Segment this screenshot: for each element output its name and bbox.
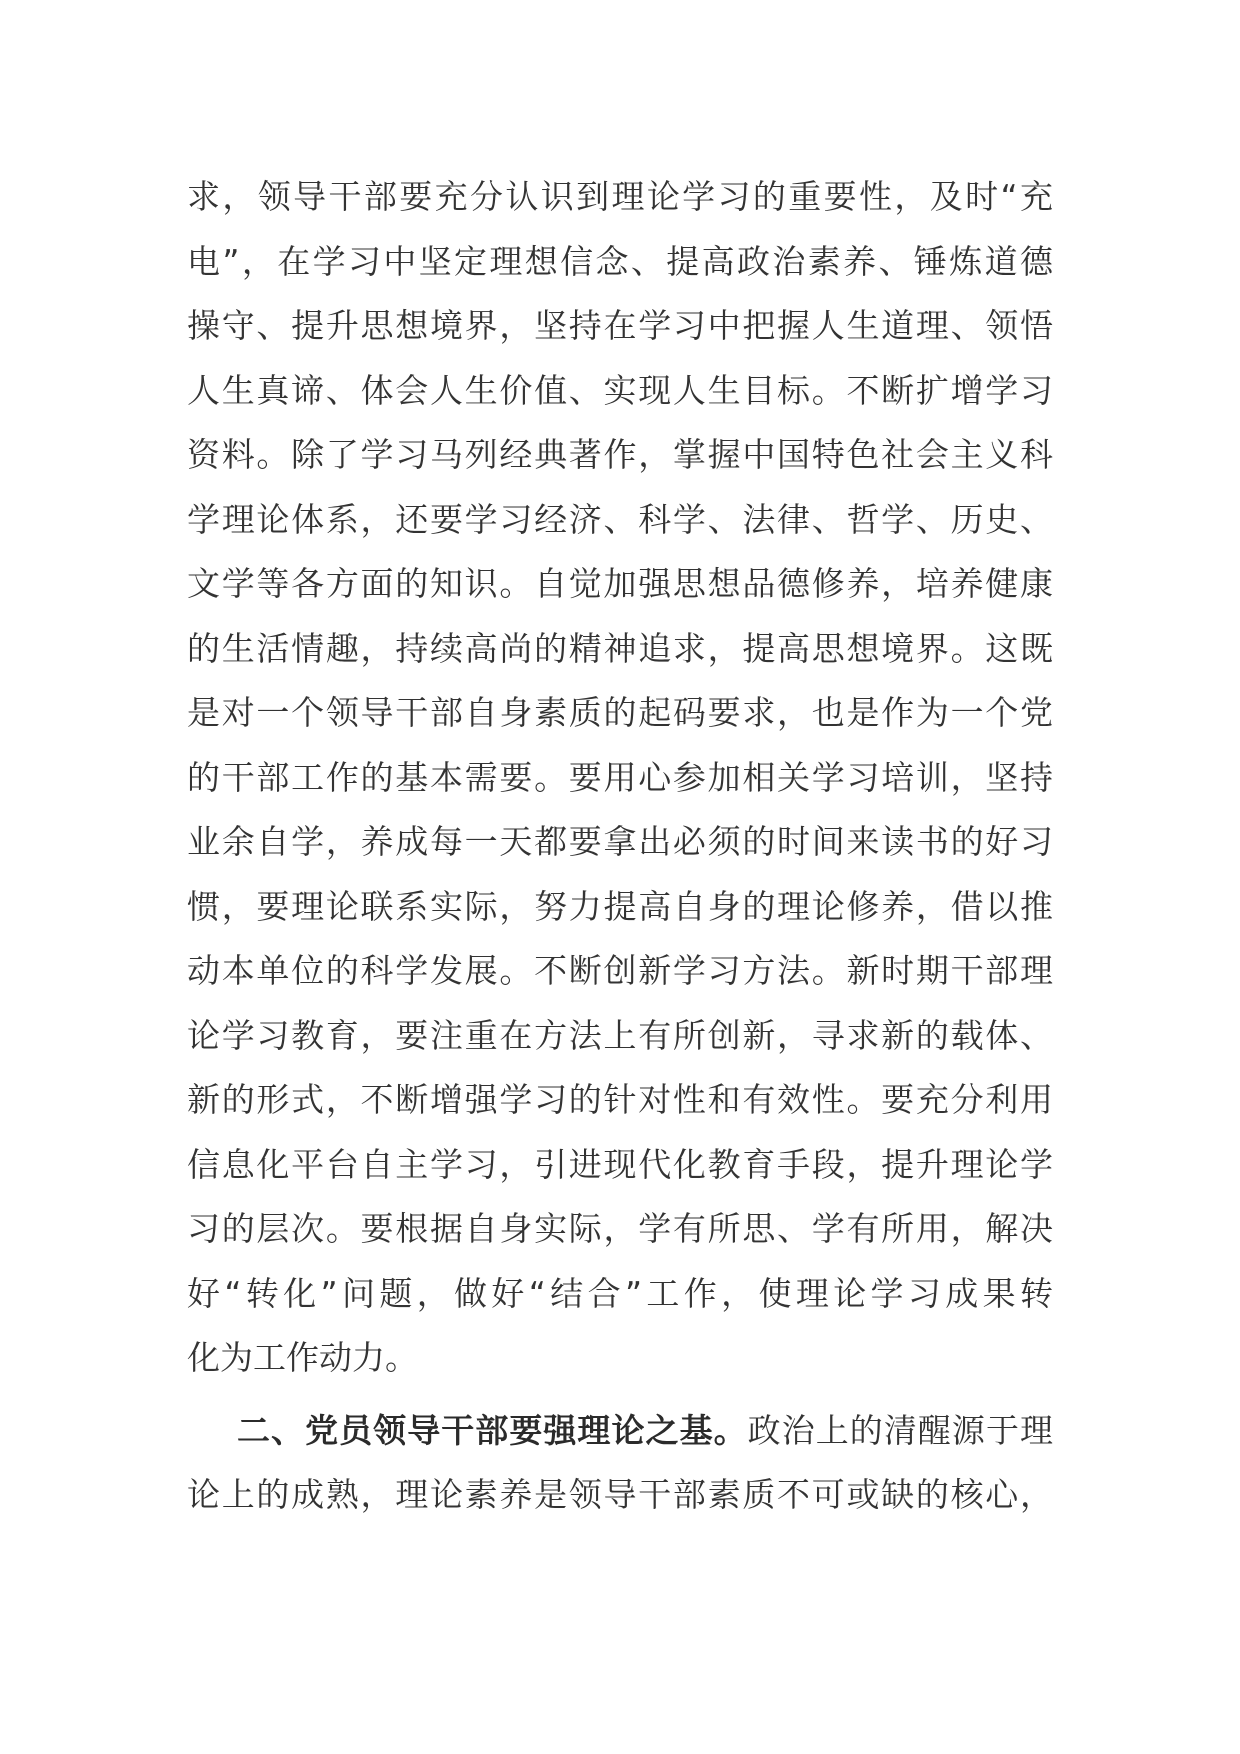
paragraph-line: 动本单位的科学发展。不断创新学习方法。新时期干部理 xyxy=(187,951,1053,990)
paragraph-line: 信息化平台自主学习，引进现代化教育手段，提升理论学 xyxy=(187,1144,1053,1184)
paragraph-line: 业余自学，养成每一天都要拿出必须的时间来读书的好习 xyxy=(187,822,1053,861)
body-text xyxy=(187,165,1053,1528)
paragraph-line: 论学习教育，要注重在方法上有所创新，寻求新的载体、 xyxy=(187,1015,1053,1055)
paragraph-line: 好“转化”问题，做好“结合”工作，使理论学习成果转 xyxy=(187,1273,1053,1313)
paragraph-line: 电”，在学习中坚定理想信念、提高政治素养、锤炼道德 xyxy=(187,241,1053,281)
paragraph-spacer xyxy=(187,1391,1053,1399)
paragraph-line: 的生活情趣，持续高尚的精神追求，提高思想境界。这既 xyxy=(187,628,1053,668)
paragraph-line: 求，领导干部要充分认识到理论学习的重要性，及时“充 xyxy=(187,177,1053,216)
paragraph-line: 惯，要理论联系实际，努力提高自身的理论修养，借以推 xyxy=(187,886,1053,926)
section-heading-line xyxy=(187,1399,1053,1464)
paragraph-line: 资料。除了学习马列经典著作，掌握中国特色社会主义科 xyxy=(187,435,1053,474)
section-heading: 二、党员领导干部要强理论之基。 xyxy=(237,1410,748,1450)
paragraph-line: 文学等各方面的知识。自觉加强思想品德修养，培养健康 xyxy=(187,564,1053,603)
paragraph-line: 的干部工作的基本需要。要用心参加相关学习培训，坚持 xyxy=(187,757,1053,797)
paragraph-line: 学理论体系，还要学习经济、科学、法律、哲学、历史、 xyxy=(187,499,1053,539)
section-heading-continuation: 政治上的清醒源于理 xyxy=(747,1410,1054,1450)
paragraph-line: 论上的成熟，理论素养是领导干部素质不可或缺的核心， xyxy=(187,1475,1053,1514)
paragraph-line: 化为工作动力。 xyxy=(187,1338,418,1377)
paragraph-line: 操守、提升思想境界，坚持在学习中把握人生道理、领悟 xyxy=(187,306,1053,345)
paragraph-line: 习的层次。要根据自身实际，学有所思、学有所用，解决 xyxy=(187,1209,1053,1248)
paragraph-line: 是对一个领导干部自身素质的起码要求，也是作为一个党 xyxy=(187,693,1053,732)
paragraph-line: 人生真谛、体会人生价值、实现人生目标。不断扩增学习 xyxy=(187,370,1053,410)
paragraph-line: 新的形式，不断增强学习的针对性和有效性。要充分利用 xyxy=(187,1080,1053,1119)
